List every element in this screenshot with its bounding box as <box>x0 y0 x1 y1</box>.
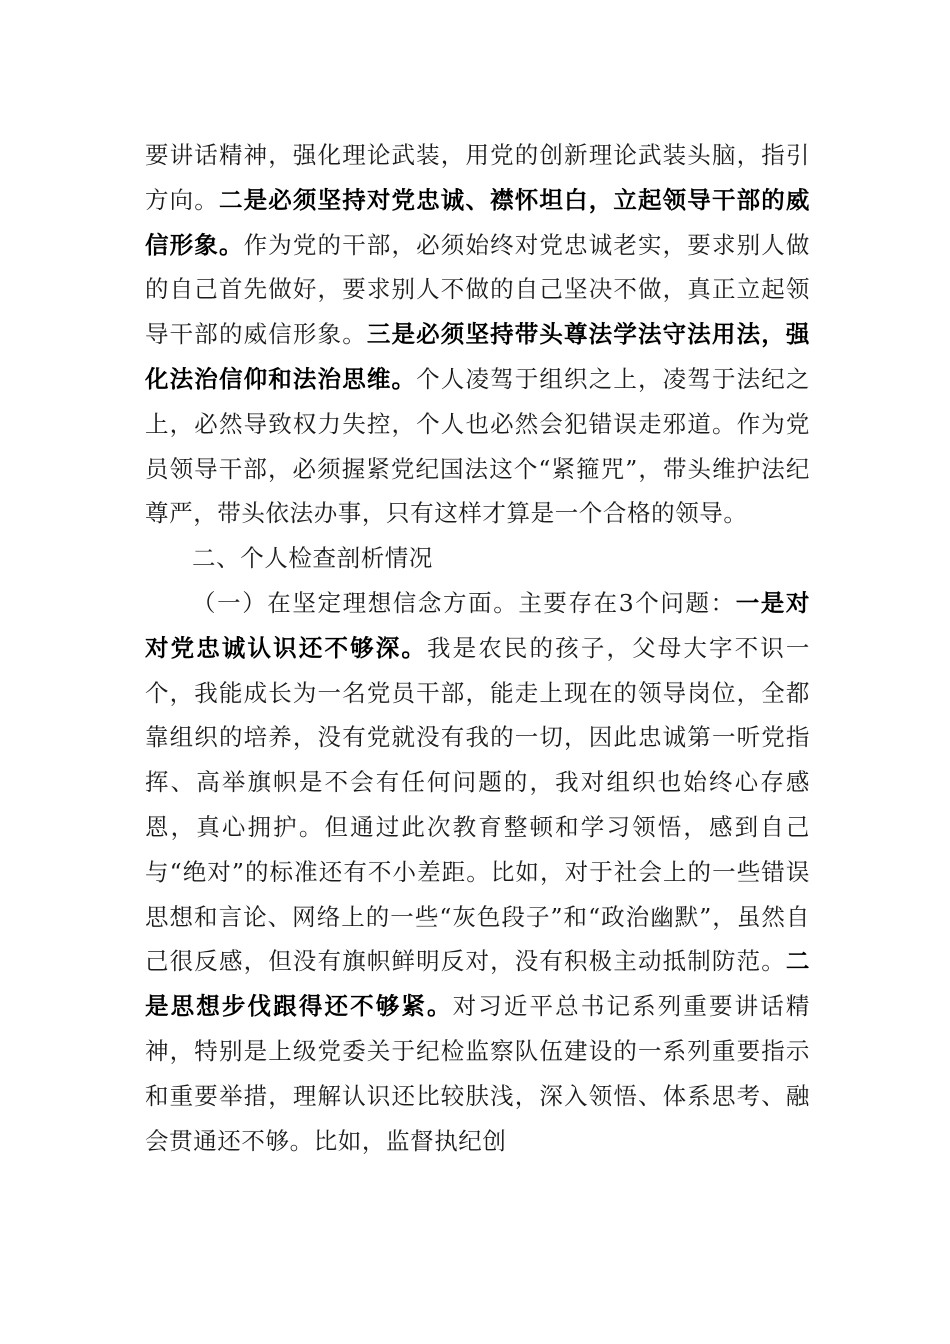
section-heading: 二、个人检查剖析情况 <box>192 544 433 573</box>
text-run: 个人凌驾于组织之上，凌驾于法纪之上，必然导致权力失控，个人也必然会犯错误走邪道。作为党员领导干部，必须握紧党纪国法这个“紧箍咒”，带头维护法纪尊严，带头依法办事，只有这样才算是一个合格的领导。 <box>145 364 810 528</box>
text-run: 我是农民的孩子，父母大字不识一个，我能成长为一名党员干部，能走上现在的领导岗位，全都靠组织的培养，没有党就没有我的一切，因此忠诚第一听党指挥、高举旗帜是不会有任何问题的，我对组织也始终心存感恩，真心拥护。但通过此次教育整顿和学习领悟，感到自己与“绝对”的标准还有不小差距。比如，对于社会上的一些错误思想和言论、网络上的一些“灰色段子”和“政治幽默”，虽然自己很反感，但没有旗帜鲜明反对，没有积极主动抵制防范。 <box>145 633 810 976</box>
bold-text-run: 三是必须坚持带头尊法学法守法用法，强化法治信仰和法治思维。 <box>145 320 810 393</box>
bold-text-run: 二是思想步伐跟得还不够紧。 <box>145 947 810 1021</box>
bold-text-run: 一是对对党忠诚认识还不够深。 <box>145 588 810 662</box>
paragraph-ideals-beliefs <box>145 581 810 1163</box>
text-run: 要讲话精神，强化理论武装，用党的创新理论武装头脑，指引方向。 <box>145 141 810 214</box>
document-body <box>145 133 810 1163</box>
text-run: 作为党的干部，必须始终对党忠诚老实，要求别人做的自己首先做好，要求别人不做的自己坚决不做，真正立起领导干部的威信形象。 <box>145 230 810 349</box>
text-run: （一）在坚定理想信念方面。主要存在3个问题： <box>192 588 736 617</box>
paragraph-continued <box>145 133 810 536</box>
bold-text-run: 二是必须坚持对党忠诚、襟怀坦白，立起领导干部的威信形象。 <box>145 185 810 259</box>
text-run: 对习近平总书记系列重要讲话精神，特别是上级党委关于纪检监察队伍建设的一系列重要指示和重要举措，理解认识还比较肤浅，深入领悟、体系思考、融会贯通还不够。比如，监督执纪创 <box>145 992 811 1155</box>
